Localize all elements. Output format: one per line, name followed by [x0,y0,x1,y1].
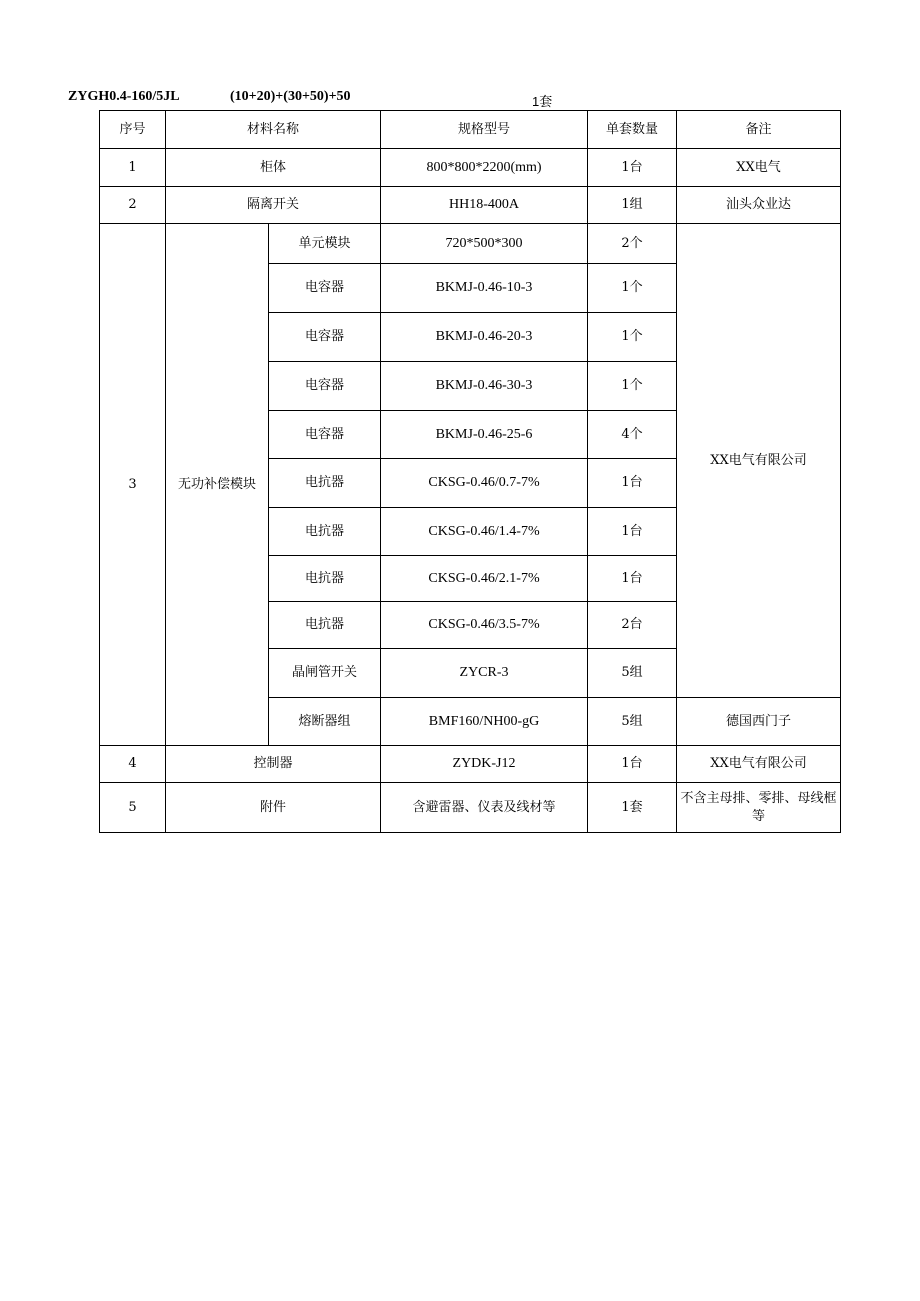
row-qty: 1台 [588,746,677,783]
sub-item-qty: 1个 [588,313,677,362]
row-spec: 800*800*2200(mm) [381,149,588,187]
table-row [100,746,841,783]
sub-item-qty: 2台 [588,602,677,649]
sub-item-spec: CKSG-0.46/0.7-7% [381,459,588,508]
sub-item-spec: BKMJ-0.46-20-3 [381,313,588,362]
row-note: 德国西门子 [677,698,841,746]
sub-item-spec: BKMJ-0.46-25-6 [381,411,588,459]
row-no: 5 [100,783,166,833]
row-name: 隔离开关 [166,187,381,224]
row-name: 控制器 [166,746,381,783]
column-header-spec: 规格型号 [381,111,588,149]
sub-item-name: 单元模块 [269,224,381,264]
sub-item-qty: 1台 [588,508,677,556]
sub-item-spec: CKSG-0.46/3.5-7% [381,602,588,649]
table-row [100,783,841,833]
sub-item-spec: BMF160/NH00-gG [381,698,588,746]
sub-item-name: 电抗器 [269,508,381,556]
sub-item-name: 电抗器 [269,602,381,649]
model-number: ZYGH0.4-160/5JL [68,89,180,104]
sub-item-name: 电容器 [269,264,381,313]
sub-item-spec: BKMJ-0.46-10-3 [381,264,588,313]
row-note: XX电气有限公司 [677,746,841,783]
sub-item-qty: 1台 [588,459,677,508]
row-spec: HH18-400A [381,187,588,224]
row-name: 柜体 [166,149,381,187]
table-header-row [100,111,841,149]
row-note: 不含主母排、零排、母线框等 [677,783,841,833]
sub-item-name: 电容器 [269,411,381,459]
row-no: 3 [100,224,166,746]
sub-item-name: 电抗器 [269,459,381,508]
row-no: 2 [100,187,166,224]
sub-item-qty: 1个 [588,264,677,313]
row-qty: 1套 [588,783,677,833]
column-header-name: 材料名称 [166,111,381,149]
row-qty: 1台 [588,149,677,187]
table-row [100,149,841,187]
row-spec: 含避雷器、仪表及线材等 [381,783,588,833]
table-row [100,187,841,224]
column-header-note: 备注 [677,111,841,149]
row-note: XX电气有限公司 [677,224,841,698]
sub-item-name: 电容器 [269,313,381,362]
capacity-formula: (10+20)+(30+50)+50 [230,89,351,104]
sub-item-name: 熔断器组 [269,698,381,746]
sub-item-qty: 4个 [588,411,677,459]
sub-item-name: 电抗器 [269,556,381,602]
sub-item-name: 晶闸管开关 [269,649,381,698]
sub-item-qty: 5组 [588,649,677,698]
row-qty: 1组 [588,187,677,224]
bill-of-materials-table [99,110,841,833]
sub-item-spec: CKSG-0.46/1.4-7% [381,508,588,556]
row-no: 1 [100,149,166,187]
sub-item-name: 电容器 [269,362,381,411]
sub-item-spec: CKSG-0.46/2.1-7% [381,556,588,602]
sub-item-qty: 2个 [588,224,677,264]
row-note: 汕头众业达 [677,187,841,224]
sub-item-spec: 720*500*300 [381,224,588,264]
document-header [68,89,848,109]
sub-item-qty: 1台 [588,556,677,602]
row-name: 无功补偿模块 [166,224,269,746]
sub-item-spec: ZYCR-3 [381,649,588,698]
column-header-no: 序号 [100,111,166,149]
table-row [100,224,841,264]
set-quantity: 1套 [532,94,553,109]
row-spec: ZYDK-J12 [381,746,588,783]
column-header-qty: 单套数量 [588,111,677,149]
row-note: XX电气 [677,149,841,187]
row-name: 附件 [166,783,381,833]
row-no: 4 [100,746,166,783]
sub-item-spec: BKMJ-0.46-30-3 [381,362,588,411]
sub-item-qty: 1个 [588,362,677,411]
sub-item-qty: 5组 [588,698,677,746]
